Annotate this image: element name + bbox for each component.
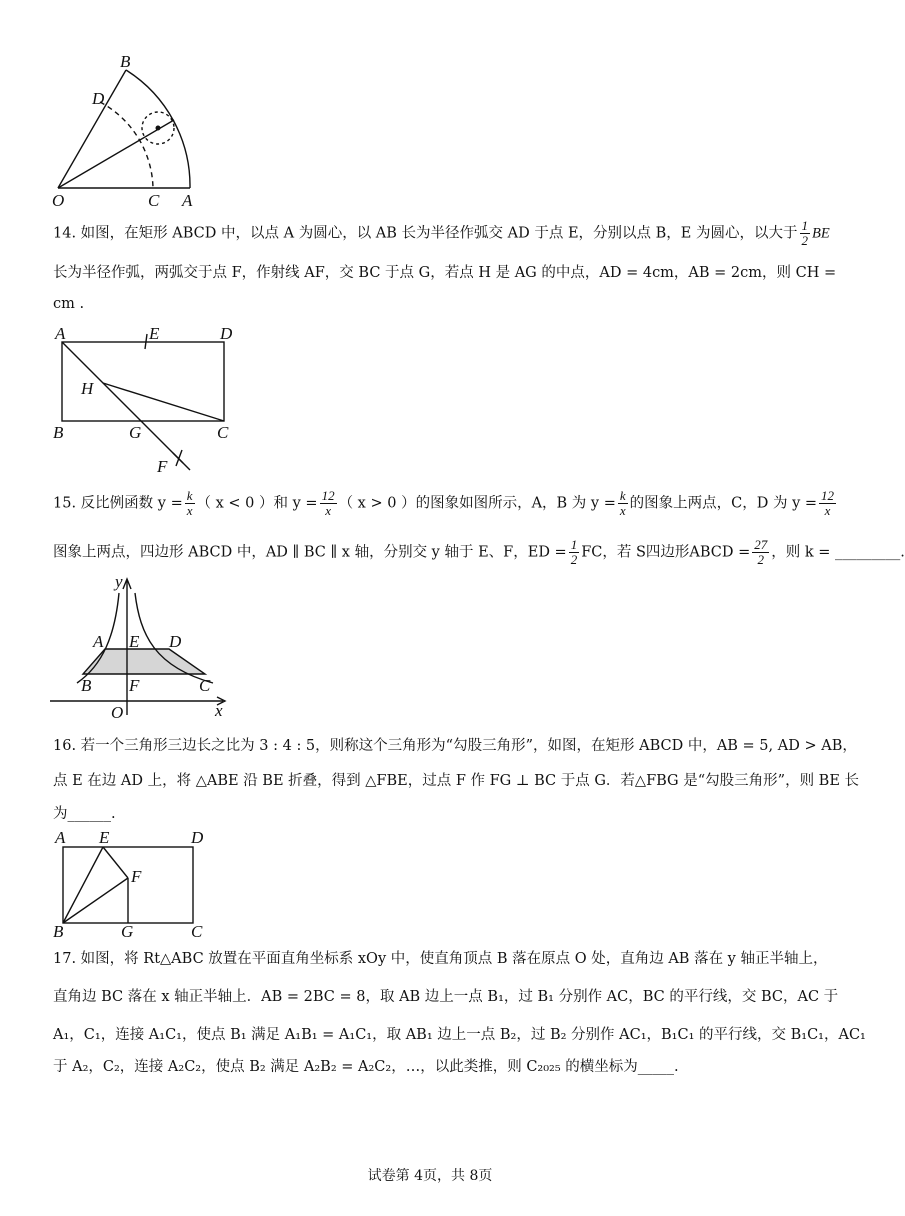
label-B: B bbox=[120, 52, 131, 71]
q16-line2: 点 E 在边 AD 上，将 △ABE 沿 BE 折叠，得到 △FBE，过点 F 作 FG ⊥ BC 于点 G．若△FBG 是“勾股三角形”，则 BE 长 bbox=[53, 773, 860, 789]
q15-line1: 15. 反比例函数 y = $\frac{k}{x}$ （ x < 0 ）和 y = $\frac{12}{x}$ （ x > 0 ）的图象如图所示，A，B 为 y = $\frac{k}{x}$ 的图象上两点，C，D 为 y = $\frac{12}{x}$ bbox=[53, 488, 835, 518]
label-C: C bbox=[191, 922, 203, 941]
label-C: C bbox=[199, 676, 211, 695]
label-F: F bbox=[157, 457, 168, 476]
label-D: D bbox=[191, 828, 204, 847]
inverse-function-figure bbox=[45, 572, 245, 725]
axis-x: x bbox=[215, 701, 223, 720]
label-E: E bbox=[129, 632, 140, 651]
label-A: A bbox=[55, 828, 66, 847]
q17-line2: 直角边 BC 落在 x 轴正半轴上．AB = 2BC = 8，取 AB 边上一点 B₁，过 B₁ 分别作 AC，BC 的平行线，交 BC，AC 于 bbox=[53, 989, 839, 1005]
q14-line2: 长为半径作弧，两弧交于点 F，作射线 AF，交 BC 于点 G，若点 H 是 AG 的中点，AD = 4cm，AB = 2cm，则 CH = bbox=[53, 265, 837, 281]
sector-figure bbox=[40, 50, 210, 210]
label-F: F bbox=[129, 676, 140, 695]
label-A: A bbox=[182, 191, 193, 210]
q17-line4: 于 A₂，C₂，连接 A₂C₂，使点 B₂ 满足 A₂B₂ = A₂C₂，…，以此类推，则 C₂₀₂₅ 的横坐标为_____. bbox=[53, 1059, 679, 1075]
q17-line1: 17. 如图，将 Rt△ABC 放置在平面直角坐标系 xOy 中，使直角顶点 B 落在原点 O 处，直角边 AB 落在 y 轴正半轴上， bbox=[53, 951, 828, 967]
label-O: O bbox=[52, 191, 65, 210]
label-A: A bbox=[93, 632, 104, 651]
label-C: C bbox=[148, 191, 160, 210]
label-B: B bbox=[53, 423, 64, 442]
label-H: H bbox=[81, 379, 94, 398]
label-F: F bbox=[131, 867, 142, 886]
q16-line3: 为______. bbox=[53, 806, 116, 822]
label-C: C bbox=[217, 423, 229, 442]
label-E: E bbox=[149, 324, 160, 343]
q14-line3: cm . bbox=[53, 296, 85, 312]
q17-line3: A₁，C₁，连接 A₁C₁，使点 B₁ 满足 A₁B₁ = A₁C₁，取 AB₁ 边上一点 B₂，过 B₂ 分别作 AC₁，B₁C₁ 的平行线，交 B₁C₁，AC₁ bbox=[53, 1027, 866, 1043]
label-B: B bbox=[81, 676, 92, 695]
folded-rectangle-figure bbox=[45, 825, 225, 945]
q14-line1: 14. 如图，在矩形 ABCD 中，以点 A 为圆心，以 AB 长为半径作弧交 AD 于点 E，分别以点 B，E 为圆心，以大于 $\frac{1}{2}$ BE bbox=[53, 218, 830, 248]
label-D: D bbox=[92, 89, 105, 108]
label-G: G bbox=[129, 423, 142, 442]
label-D: D bbox=[220, 324, 233, 343]
q15-line2: 图象上两点，四边形 ABCD 中，AD ∥ BC ∥ x 轴，分别交 y 轴于 E、F，ED = $\frac{1}{2}$ FC，若 S四边形ABCD = $\frac{27}{2}$ ，则 k = _________. bbox=[53, 537, 905, 567]
label-B: B bbox=[53, 922, 64, 941]
label-E: E bbox=[99, 828, 110, 847]
label-G: G bbox=[121, 922, 134, 941]
rectangle-abcd-figure bbox=[45, 320, 245, 480]
label-D: D bbox=[169, 632, 182, 651]
origin-O: O bbox=[111, 703, 124, 722]
q16-line1: 16. 若一个三角形三边长之比为 3 : 4 : 5，则称这个三角形为“勾股三角形”，如图，在矩形 ABCD 中，AB = 5, AD > AB， bbox=[53, 738, 857, 754]
page-footer: 试卷第 4页，共 8页 bbox=[367, 1168, 493, 1184]
label-A: A bbox=[55, 324, 66, 343]
axis-y: y bbox=[115, 572, 123, 591]
